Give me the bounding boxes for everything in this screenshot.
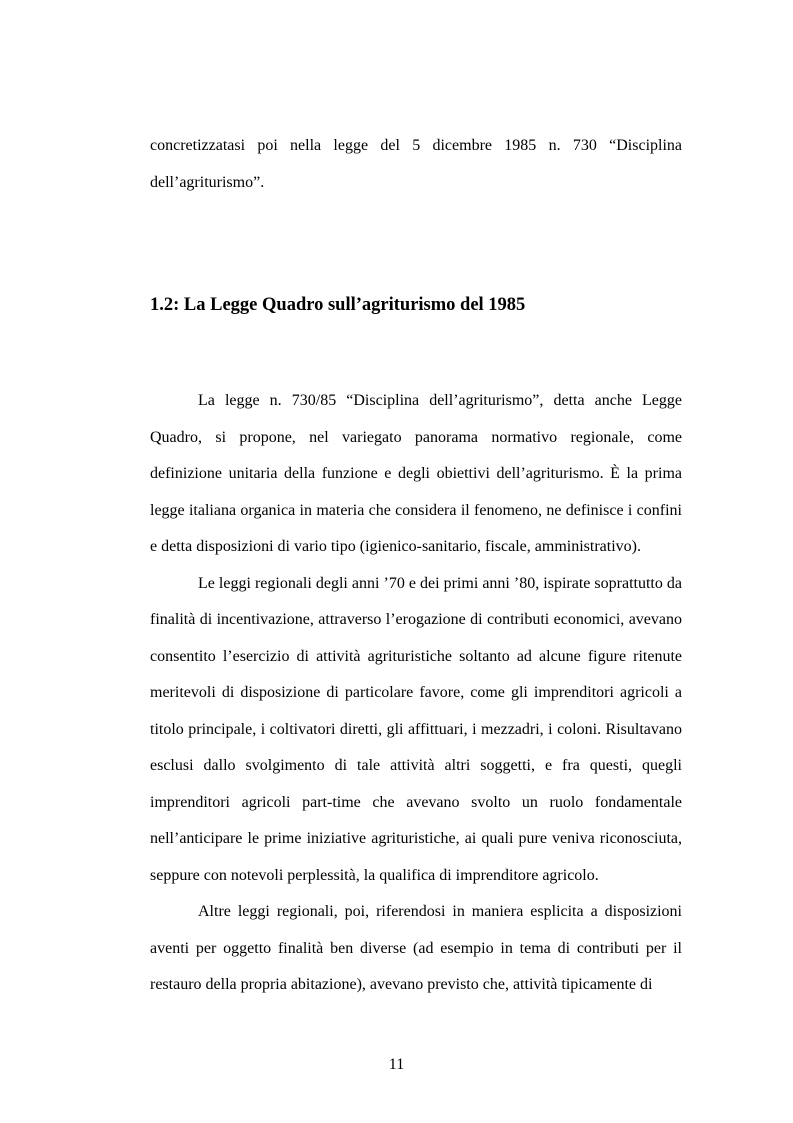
page-number: 11: [388, 1056, 405, 1073]
section-heading: 1.2: La Legge Quadro sull’agriturismo del 1985: [150, 295, 526, 315]
paragraph-2: Le leggi regionali degli anni ’70 e dei primi anni ’80, ispirate soprattutto da finalità di incentivazione, attraverso l’erogazione di contributi economici, avevano consentito l’esercizio di attività agrituristiche soltanto ad alcune figure ritenute meritevoli di disposizione di particolare favore, come gli imprenditori agricoli a titolo principale, i coltivatori diretti, gli affittuari, i mezzadri, i coloni. Risultavano esclusi dallo svolgimento di tale attività altri soggetti, e fra questi, quegli imprenditori agricoli part-time che avevano svolto un ruolo fondamentale nell’anticipare le prime iniziative agrituristiche, ai quali pure veniva riconosciuta, seppure con notevoli perplessità, la qualifica di imprenditore agricolo.: [150, 574, 682, 884]
paragraph-3: Altre leggi regionali, poi, riferendosi in maniera esplicita a disposizioni aventi per oggetto finalità ben diverse (ad esempio in tema di contributi per il restauro della propria abitazione), avevano previsto che, attività tipicamente di: [150, 903, 682, 993]
page-body: [150, 128, 682, 1004]
paragraph-1: La legge n. 730/85 “Disciplina dell’agriturismo”, detta anche Legge Quadro, si propone, nel variegato panorama normativo regionale, come definizione unitaria della funzione e degli obiettivi dell’agriturismo. È la prima legge italiana organica in materia che considera il fenomeno, ne definisce i confini e detta disposizioni di vario tipo (igienico-sanitario, fiscale, amministrativo).: [150, 392, 682, 555]
intro-paragraph: concretizzatasi poi nella legge del 5 dicembre 1985 n. 730 “Disciplina dell’agriturismo”.: [150, 137, 682, 191]
